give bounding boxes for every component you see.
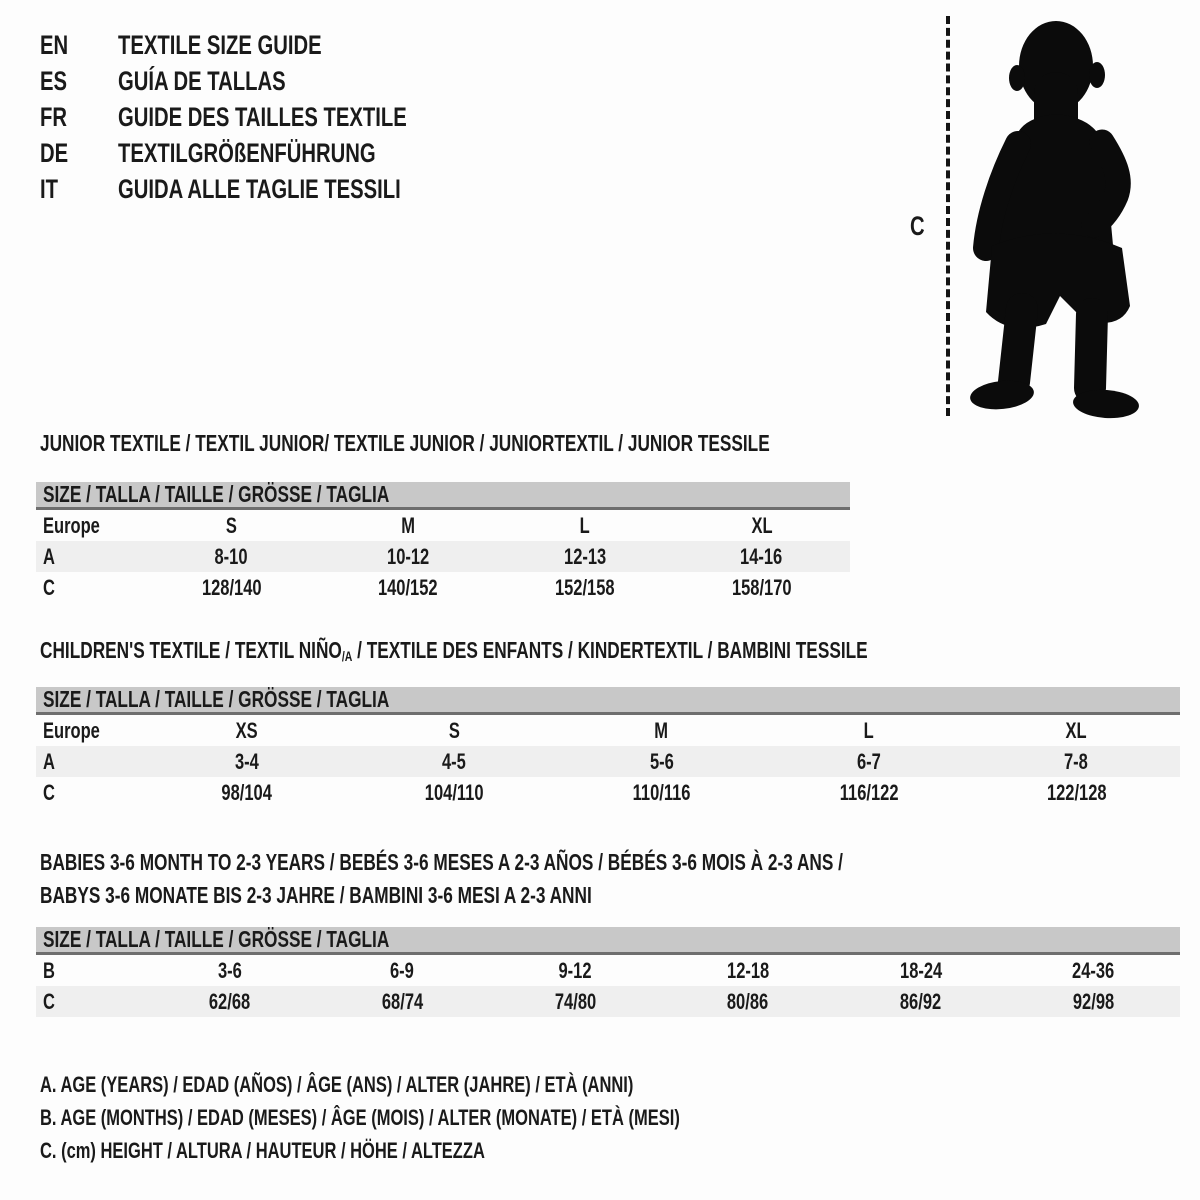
row-label: C bbox=[43, 988, 55, 1014]
children-section-title: CHILDREN'S TEXTILE / TEXTIL NIÑO/A / TEXTILE DES ENFANTS / KINDERTEXTIL / BAMBINI TESSILE bbox=[40, 637, 868, 664]
size-value-cell: 86/92 bbox=[900, 988, 942, 1014]
size-value-cell: 122/128 bbox=[1046, 779, 1107, 805]
junior-section-title: JUNIOR TEXTILE / TEXTIL JUNIOR/ TEXTILE JUNIOR / JUNIORTEXTIL / JUNIOR TESSILE bbox=[40, 430, 770, 456]
size-value-cell: M bbox=[654, 717, 669, 743]
size-value-cell: 3-6 bbox=[217, 957, 242, 983]
height-dashed-line bbox=[946, 16, 950, 416]
size-value-cell: 5-6 bbox=[649, 748, 674, 774]
size-value-cell: 7-8 bbox=[1064, 748, 1089, 774]
size-table-children bbox=[36, 687, 1180, 808]
language-label: TEXTILGRÖßENFÜHRUNG bbox=[118, 137, 376, 168]
size-value-cell: 8-10 bbox=[214, 543, 248, 569]
size-value-cell: 110/116 bbox=[632, 779, 691, 805]
language-label: GUIDA ALLE TAGLIE TESSILI bbox=[118, 173, 401, 204]
table-row bbox=[36, 510, 850, 541]
language-code: FR bbox=[40, 101, 67, 132]
babies-section-title-line2: BABYS 3-6 MONATE BIS 2-3 JAHRE / BAMBINI 3-6 MESI A 2-3 ANNI bbox=[40, 882, 592, 908]
table-row bbox=[36, 746, 1180, 777]
language-label: TEXTILE SIZE GUIDE bbox=[118, 29, 322, 60]
table-row bbox=[36, 541, 850, 572]
size-value-cell: 4-5 bbox=[442, 748, 467, 774]
language-code: ES bbox=[40, 65, 68, 96]
size-value-cell: 24-36 bbox=[1072, 957, 1115, 983]
size-value-cell: 116/122 bbox=[839, 779, 899, 805]
language-code: DE bbox=[40, 137, 69, 168]
size-value-cell: 18-24 bbox=[899, 957, 942, 983]
size-value-cell: 68/74 bbox=[381, 988, 423, 1014]
size-value-cell: 9-12 bbox=[558, 957, 592, 983]
babies-section-title-line1: BABIES 3-6 MONTH TO 2-3 YEARS / BEBÉS 3-6 MESES A 2-3 AÑOS / BÉBÉS 3-6 MOIS À 2-3 ANS / bbox=[40, 849, 843, 875]
size-table-junior bbox=[36, 482, 850, 603]
size-value-cell: M bbox=[401, 512, 415, 538]
size-value-cell: 3-4 bbox=[234, 748, 259, 774]
size-value-cell: 12-13 bbox=[563, 543, 606, 569]
language-row bbox=[40, 63, 503, 99]
language-row bbox=[40, 99, 503, 135]
language-row bbox=[40, 135, 503, 171]
table-row bbox=[36, 955, 1180, 986]
height-measure-label: C bbox=[910, 211, 925, 241]
table-row bbox=[36, 572, 850, 603]
row-label: Europe bbox=[43, 512, 100, 538]
legend bbox=[40, 1068, 893, 1167]
table-row bbox=[36, 986, 1180, 1017]
size-value-cell: 14-16 bbox=[740, 543, 783, 569]
size-value-cell: 12-18 bbox=[726, 957, 769, 983]
size-value-cell: S bbox=[225, 512, 237, 538]
size-value-cell: 152/158 bbox=[555, 574, 615, 600]
size-value-cell: XL bbox=[1065, 717, 1087, 743]
row-label: Europe bbox=[43, 717, 100, 743]
legend-item-a: A. AGE (YEARS) / EDAD (AÑOS) / ÂGE (ANS) / ALTER (JAHRE) / ETÀ (ANNI) bbox=[40, 1071, 634, 1097]
size-header-bar: SIZE / TALLA / TAILLE / GRÖSSE / TAGLIA bbox=[36, 687, 1180, 715]
table-row bbox=[36, 777, 1180, 808]
nino-a-subscript: /A bbox=[341, 648, 353, 664]
row-label: A bbox=[43, 543, 55, 569]
row-label: C bbox=[43, 574, 55, 600]
language-row bbox=[40, 171, 503, 207]
size-value-cell: 92/98 bbox=[1072, 988, 1115, 1014]
language-title-block bbox=[40, 27, 503, 207]
size-value-cell: 98/104 bbox=[221, 779, 272, 805]
size-value-cell: L bbox=[863, 717, 874, 743]
language-label: GUIDE DES TAILLES TEXTILE bbox=[118, 101, 407, 132]
row-label: A bbox=[43, 748, 55, 774]
language-code: EN bbox=[40, 29, 69, 60]
size-value-cell: 6-7 bbox=[856, 748, 881, 774]
size-value-cell: 62/68 bbox=[208, 988, 251, 1014]
size-header-bar: SIZE / TALLA / TAILLE / GRÖSSE / TAGLIA bbox=[36, 482, 850, 510]
legend-item-b: B. AGE (MONTHS) / EDAD (MESES) / ÂGE (MOIS) / ALTER (MONATE) / ETÀ (MESI) bbox=[40, 1104, 680, 1130]
size-value-cell: 6-9 bbox=[390, 957, 415, 983]
size-value-cell: L bbox=[579, 512, 590, 538]
language-label: GUÍA DE TALLAS bbox=[118, 65, 286, 96]
size-value-cell: 74/80 bbox=[554, 988, 596, 1014]
row-label: C bbox=[43, 779, 55, 805]
toddler-silhouette-icon bbox=[956, 14, 1151, 420]
size-value-cell: 104/110 bbox=[424, 779, 484, 805]
table-row bbox=[36, 715, 1180, 746]
size-value-cell: 10-12 bbox=[387, 543, 430, 569]
size-value-cell: 140/152 bbox=[378, 574, 438, 600]
row-label: B bbox=[43, 957, 55, 983]
size-value-cell: 158/170 bbox=[731, 574, 792, 600]
size-table-babies bbox=[36, 927, 1180, 1017]
language-row bbox=[40, 27, 503, 63]
size-value-cell: XS bbox=[235, 717, 258, 743]
size-header-bar: SIZE / TALLA / TAILLE / GRÖSSE / TAGLIA bbox=[36, 927, 1180, 955]
size-value-cell: XL bbox=[751, 512, 773, 538]
size-value-cell: S bbox=[448, 717, 460, 743]
size-value-cell: 80/86 bbox=[727, 988, 769, 1014]
size-value-cell: 128/140 bbox=[201, 574, 262, 600]
legend-item-c: C. (cm) HEIGHT / ALTURA / HAUTEUR / HÖHE / ALTEZZA bbox=[40, 1137, 485, 1163]
language-code: IT bbox=[40, 173, 58, 204]
